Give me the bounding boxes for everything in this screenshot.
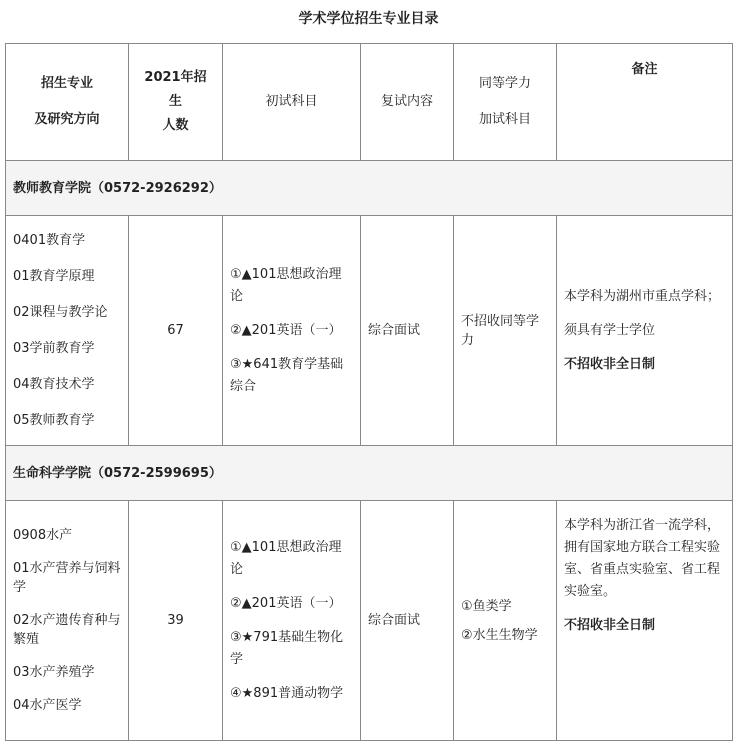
header-retest: 复试内容 (361, 44, 454, 161)
header-notes: 备注 (557, 44, 733, 161)
retest-content: 综合面试 (361, 216, 454, 446)
header-exam: 初试科目 (223, 44, 361, 161)
notes-cell: 本学科为湖州市重点学科； 须具有学士学位 不招收非全日制 (557, 216, 733, 446)
header-equiv: 同等学力 加试科目 (454, 44, 557, 161)
section-row (6, 161, 733, 216)
header-row (6, 44, 733, 161)
enroll-count: 39 (129, 501, 223, 741)
catalog-table (5, 43, 733, 741)
header-count: 2021年招 生 人数 (129, 44, 223, 161)
retest-content: 综合面试 (361, 501, 454, 741)
exam-subjects: ①▲101思想政治理论 ②▲201英语（一） ③★641教育学基础综合 (223, 216, 361, 446)
table-row (6, 501, 733, 741)
equiv-subjects: ①鱼类学 ②水生生物学 (454, 501, 557, 741)
page-title: 学术学位招生专业目录 (298, 11, 439, 27)
notes-cell: 本学科为浙江省一流学科，拥有国家地方联合工程实验室、省重点实验室、省工程实验室。 不招收非全日制 (557, 501, 733, 741)
section-row (6, 446, 733, 501)
equiv-subjects: 不招收同等学力 (454, 216, 557, 446)
major-list: 0908水产 01水产营养与饲料学 02水产遗传育种与繁殖 03水产养殖学 04水产医学 (6, 501, 129, 741)
exam-subjects: ①▲101思想政治理论 ②▲201英语（一） ③★791基础生物化学 ④★891普通动物学 (223, 501, 361, 741)
section-title: 生命科学学院（0572-2599695） (6, 446, 733, 501)
major-list: 0401教育学 01教育学原理 02课程与教学论 03学前教育学 04教育技术学 05教师教育学 (6, 216, 129, 446)
section-title: 教师教育学院（0572-2926292） (6, 161, 733, 216)
header-major: 招生专业 及研究方向 (6, 44, 129, 161)
table-row (6, 216, 733, 446)
enroll-count: 67 (129, 216, 223, 446)
